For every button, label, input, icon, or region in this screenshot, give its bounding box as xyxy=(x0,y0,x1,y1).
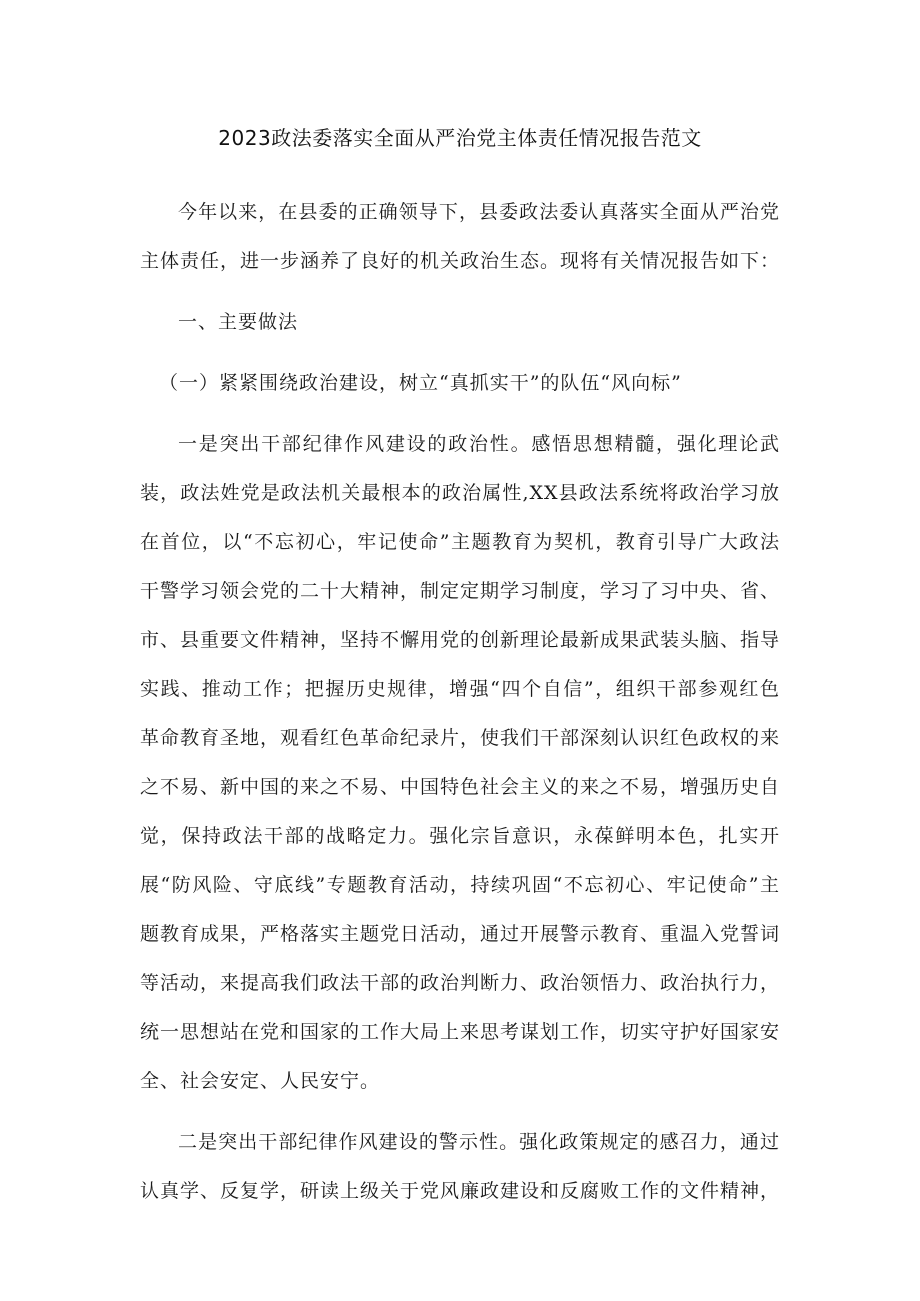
section-heading-main-practices: 一、主要做法 xyxy=(178,311,299,333)
document-title: 2023政法委落实全面从严治党主体责任情况报告范文 xyxy=(218,126,702,150)
paragraph-warning-education: 二是突出干部纪律作风建设的警示性。强化政策规定的感召力，通过认真学、反复学，研读上级关于党风廉政建设和反腐败工作的文件精神， xyxy=(140,1131,781,1202)
document-body xyxy=(140,188,780,1216)
subsection-heading-political-building: （一）紧紧围绕政治建设，树立“真抓实干”的队伍“风向标” xyxy=(159,372,682,394)
paragraph-political-discipline: 一是突出干部纪律作风建设的政治性。感悟思想精髓，强化理论武装，政法姓党是政法机关最根本的政治属性,XX县政法系统将政治学习放在首位，以“不忘初心，牢记使命”主题教育为契机，教育引导广大政法干警学习领会党的二十大精神，制定定期学习制度，学习了习中央、省、市、县重要文件精神，坚持不懈用党的创新理论最新成果武装头脑、指导实践、推动工作；把握历史规律，增强“四个自信”，组织干部参观红色革命教育圣地，观看红色革命纪录片，使我们干部深刻认识红色政权的来之不易、新中国的来之不易、中国特色社会主义的来之不易，增强历史自觉，保持政法干部的战略定力。强化宗旨意识，永葆鲜明本色，扎实开展“防风险、守底线”专题教育活动，持续巩固“不忘初心、牢记使命”主题教育成果，严格落实主题党日活动，通过开展警示教育、重温入党誓词等活动，来提高我们政法干部的政治判断力、政治领悟力、政治执行力，统一思想站在党和国家的工作大局上来思考谋划工作，切实守护好国家安全、社会安定、人民安宁。 xyxy=(140,433,781,1092)
intro-paragraph: 今年以来，在县委的正确领导下，县委政法委认真落实全面从严治党主体责任，进一步涵养了良好的机关政治生态。现将有关情况报告如下： xyxy=(140,201,781,272)
